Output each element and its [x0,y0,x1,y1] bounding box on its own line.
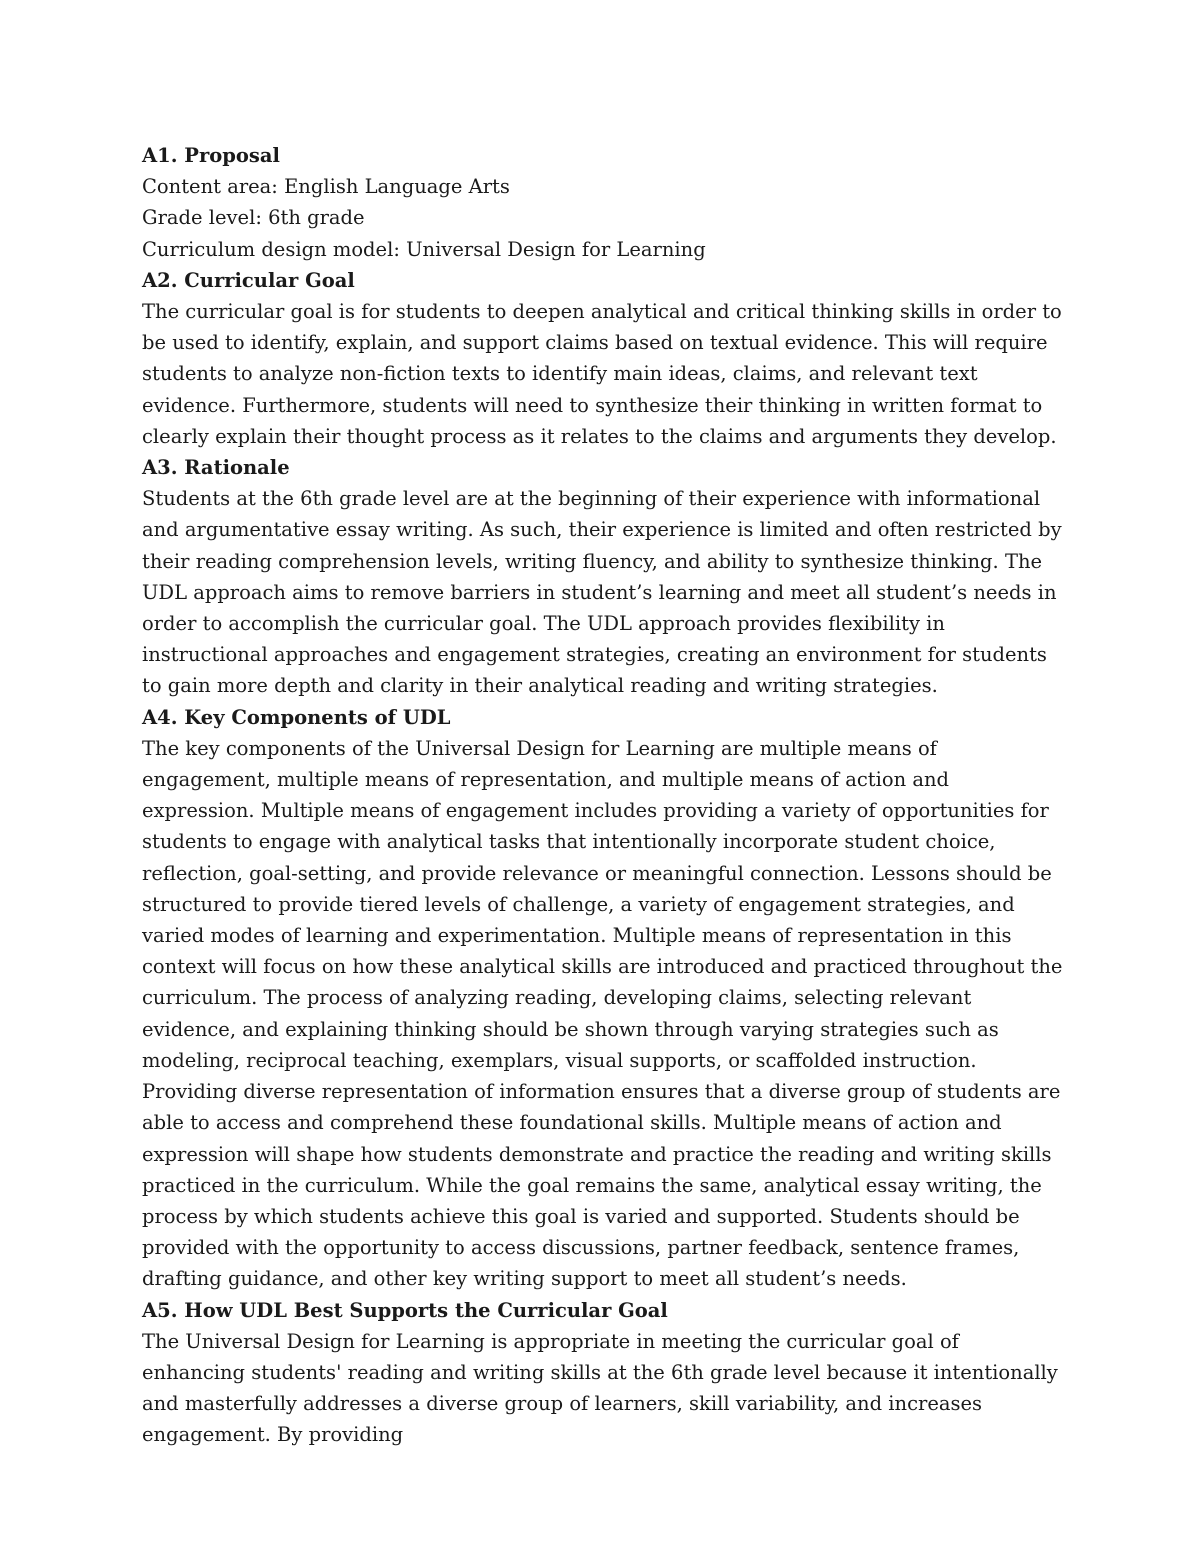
section-heading: A1. Proposal [142,144,280,167]
curriculum-model-line: Curriculum design model: Universal Design for Learning [142,237,706,261]
section-heading: A3. Rationale [142,456,290,480]
grade-level-line: Grade level: 6th grade [142,206,365,230]
section-a1 [142,140,1067,265]
section-paragraph: Students at the 6th grade level are at the beginning of their experience with informational and argumentative essay writing. As such, their experience is limited and often restricted by their reading comprehension levels, writing fluency, and ability to synthesize thinking. The UDL approach aims to remove barriers in student’s learning and meet all student’s needs in order to accomplish the curricular goal. The UDL approach provides flexibility in instructional approaches and engagement strategies, creating an environment for students to gain more depth and clarity in their analytical reading and writing strategies. [142,487,1062,698]
content-area-line: Content area: English Language Arts [142,175,510,199]
document-page [142,140,1067,1451]
section-paragraph: The Universal Design for Learning is appropriate in meeting the curricular goal of enhancing students' reading and writing skills at the 6th grade level because it intentionally and masterfully addresses a diverse group of learners, skill variability, and increases engagement. By providing [142,1329,1058,1447]
section-a4 [142,702,1067,1295]
section-a2 [142,265,1067,452]
section-paragraph: The key components of the Universal Design for Learning are multiple means of engagement, multiple means of representation, and multiple means of action and expression. Multiple means of engagement includes providing a variety of opportunities for students to engage with analytical tasks that intentionally incorporate student choice, reflection, goal-setting, and provide relevance or meaningful connection. Lessons should be structured to provide tiered levels of challenge, a variety of engagement strategies, and varied modes of learning and experimentation. Multiple means of representation in this context will focus on how these analytical skills are introduced and practiced throughout the curriculum. The process of analyzing reading, developing claims, selecting relevant evidence, and explaining thinking should be shown through varying strategies such as modeling, reciprocal teaching, exemplars, visual supports, or scaffolded instruction. Providing diverse representation of information ensures that a diverse group of students are able to access and comprehend these foundational skills. Multiple means of action and expression will shape how students demonstrate and practice the reading and writing skills practiced in the curriculum. While the goal remains the same, analytical essay writing, the process by which students achieve this goal is varied and supported. Students should be provided with the opportunity to access discussions, partner feedback, sentence frames, drafting guidance, and other key writing support to meet all student’s needs. [142,736,1063,1291]
section-heading: A5. How UDL Best Supports the Curricular Goal [142,1298,668,1322]
section-a3 [142,452,1067,702]
section-heading: A2. Curricular Goal [142,268,355,292]
section-paragraph: The curricular goal is for students to deepen analytical and critical thinking skills in order to be used to identify, explain, and support claims based on textual evidence. This will require students to analyze non-fiction texts to identify main ideas, claims, and relevant text evidence. Furthermore, students will need to synthesize their thinking in written format to clearly explain their thought process as it relates to the claims and arguments they develop. [142,300,1062,448]
section-a5 [142,1295,1067,1451]
section-heading: A4. Key Components of UDL [142,705,451,729]
